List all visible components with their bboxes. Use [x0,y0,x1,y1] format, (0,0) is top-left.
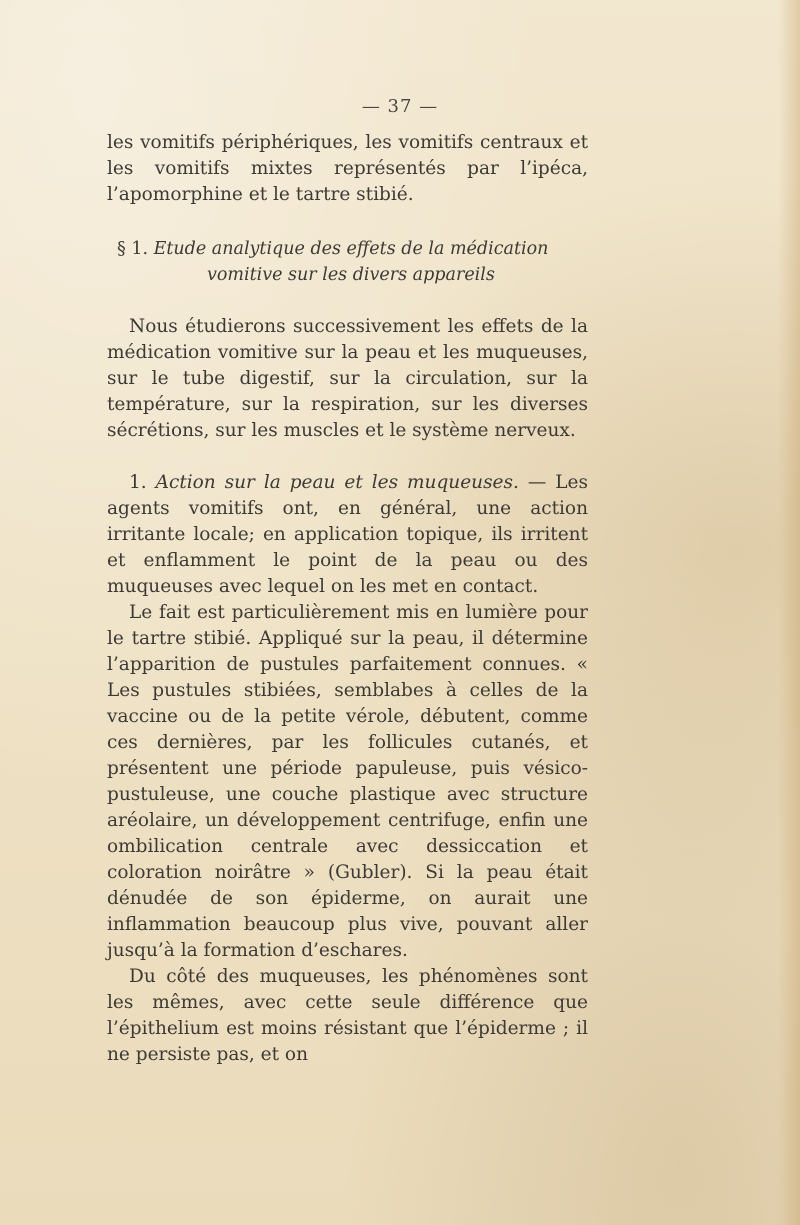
paragraph-4: Du côté des muqueuses, les phénomènes sont les mêmes, avec cette seule différence que l’épithelium est moins résistant que l’épiderme ; il ne persiste pas, et on [107,966,588,1065]
paragraph-2 [107,470,588,600]
paragraph-3: Le fait est particulièrement mis en lumière pour le tartre stibié. Appliqué sur la peau, il détermine l’apparition de pustules parfaitement connues. « Les pustules stibiées, semblabes à celles de la vaccine ou de la petite vérole, débutent, comme ces dernières, par les follicules cutanés, et présentent une période papuleuse, puis vésico-pustuleuse, une couche plastique avec structure aréolaire, un développement centrifuge, enfin une ombilication centrale avec dessiccation et coloration noirâtre » (Gubler). Si la peau était dénudée de son épiderme, on aurait une inflammation beaucoup plus vive, pouvant aller jusqu’à la formation d’eschares. [107,602,588,961]
paragraph-2-label: 1. [129,472,147,493]
section-heading-line-1 [107,236,588,262]
intro-paragraph: les vomitifs périphériques, les vomitifs centraux et les vomitifs mixtes représentés par l’ipéca, l’apomorphine et le tartre stibié. [107,132,588,205]
section-title-line-1: Etude analytique des effets de la médication [153,239,549,259]
page-number: — 37 — [361,96,439,117]
intro-text [107,130,588,208]
section-symbol: § [117,239,126,259]
paragraph-1: Nous étudierons successivement les effets de la médication vomitive sur la peau et les muqueuses, sur le tube digestif, sur la circulation, sur la température, sur la respiration, sur les diverses sécrétions, sur les muscles et le système nerveux. [107,316,588,441]
body-text [107,314,588,1068]
section-number: 1. [131,239,149,259]
section-heading [107,236,588,288]
paragraph-2-title: Action sur la peau et les muqueuses. [155,472,519,493]
paragraph-2-text: — Les agents vomitifs ont, en général, une action irritante locale; en application topique, ils irritent et enflamment le point de la peau ou des muqueuses avec lequel on les met en contact. [107,472,588,597]
section-title-line-2: vomitive sur les divers appareils [207,265,495,285]
